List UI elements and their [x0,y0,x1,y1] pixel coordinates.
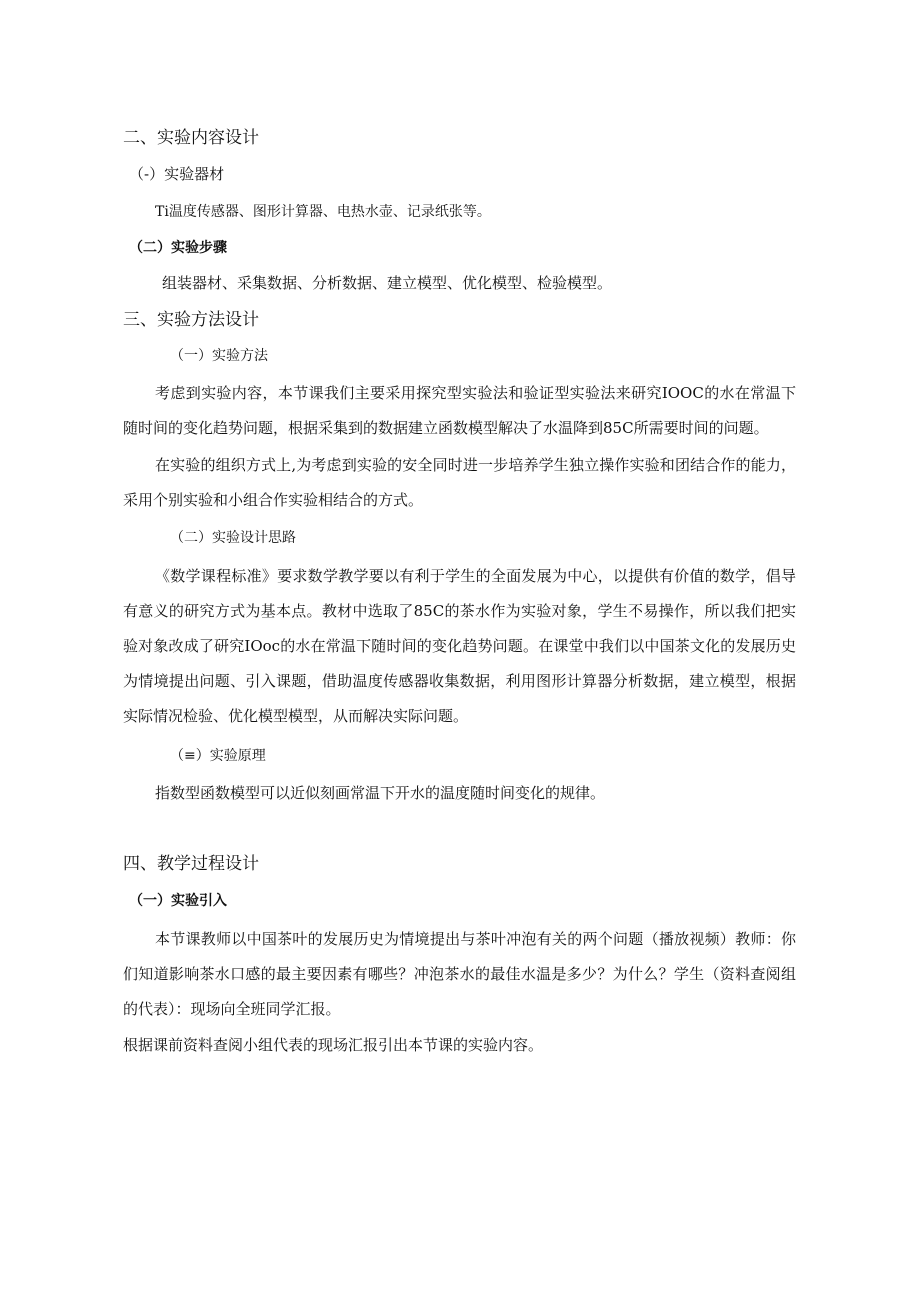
section-3-heading: 三、实验方法设计 [123,310,259,330]
steps-text: 组装器材、采集数据、分析数据、建立模型、优化模型、检验模型。 [162,274,613,292]
section-2-sub-materials: （-）实验器材 [129,165,225,183]
design-paragraph: 《数学课程标准》要求数学教学要以有利于学生的全面发展为中心，以提供有价值的数学，倡导有意义的研究方式为基本点。教材中选取了85C的茶水作为实验对象，学生不易操作，所以我们把实验对象改成了研究IOoc的水在常温下随时间的变化趋势问题。在课堂中我们以中国茶文化的发展历史为情境提出问题、引入课题，借助温度传感器收集数据，利用图形计算器分析数据，建立模型，根据实际情况检验、优化模型模型，从而解决实际问题。 [123,567,796,725]
method-paragraph-2: 在实验的组织方式上,为考虑到实验的安全同时进一步培养学生独立操作实验和团结合作的能力，采用个别实验和小组合作实验相结合的方式。 [123,456,796,509]
section-2-heading: 二、实验内容设计 [123,128,259,148]
intro-conclusion: 根据课前资料查阅小组代表的现场汇报引出本节课的实验内容。 [123,1036,544,1054]
method-paragraph-1: 考虑到实验内容，本节课我们主要采用探究型实验法和验证型实验法来研究IOOC的水在常温下随时间的变化趋势问题，根据采集到的数据建立函数模型解决了水温降到85C所需要时间的问题。 [123,384,796,437]
materials-text: Ti温度传感器、图形计算器、电热水壶、记录纸张等。 [155,204,491,220]
section-4-sub-intro: （一）实验引入 [129,893,227,909]
section-3-sub-principle: （≡）实验原理 [170,748,266,764]
principle-paragraph: 指数型函数模型可以近似刻画常温下开水的温度随时间变化的规律。 [155,784,606,802]
section-3-sub-design: （二）实验设计思路 [170,530,296,546]
section-4-heading: 四、教学过程设计 [123,854,259,874]
section-3-sub-method: （一）实验方法 [170,348,268,364]
intro-paragraph: 本节课教师以中国茶叶的发展历史为情境提出与茶叶冲泡有关的两个问题（播放视频）教师：你们知道影响茶水口感的最主要因素有哪些？冲泡茶水的最佳水温是多少？为什么？学生（资料查阅组的代表）：现场向全班同学汇报。 [123,930,796,1018]
section-2-sub-steps: （二）实验步骤 [129,240,227,256]
